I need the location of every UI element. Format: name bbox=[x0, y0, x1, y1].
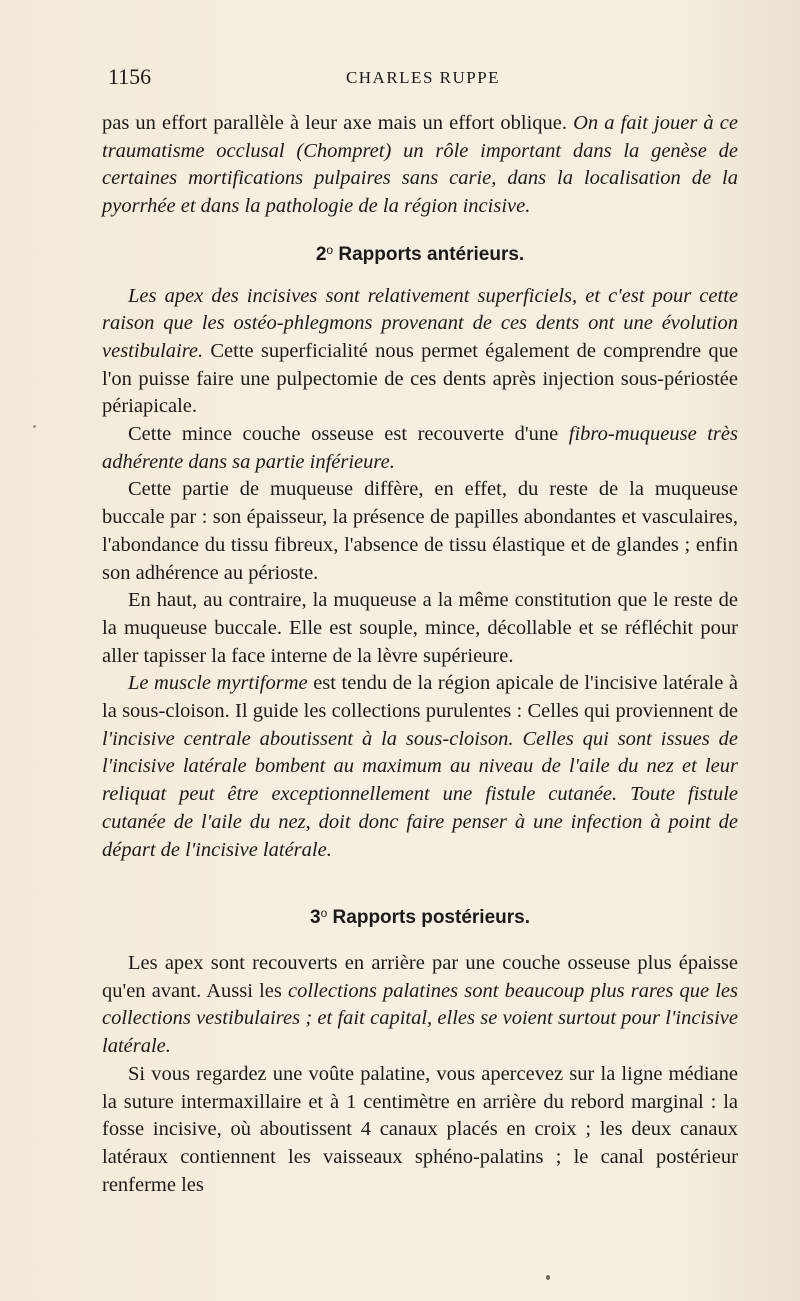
section-number: 3 bbox=[310, 907, 321, 929]
paragraph bbox=[102, 1061, 738, 1200]
paragraph bbox=[102, 950, 738, 1061]
page-header bbox=[108, 64, 738, 94]
posterior-paragraphs bbox=[102, 950, 738, 1199]
italic-text-run: collections palatines sont beaucoup plus rares que les collections vestibulaires ; et fait capital, elles se voient surtout pour l'incisive latérale. bbox=[102, 979, 738, 1058]
italic-text-run: Le muscle myrtiforme bbox=[128, 672, 308, 695]
italic-text-run: On a fait jouer à ce traumatisme occlusal (Chompret) un rôle important dans la genèse de certaines mortifications pulpaires sans carie, dans la localisation de la pyorrhée et dans la pathologie de la région incisive. bbox=[102, 112, 738, 218]
text-run: pas un effort parallèle à leur axe mais un effort oblique. bbox=[102, 112, 574, 134]
text-run: Cette partie de muqueuse diffère, en effet, du reste de la muqueuse buccale par : son épaisseur, la présence de papilles abondantes et vasculaires, l'abondance du tissu fibreux, l'absence de tissu élastique et de glandes ; enfin son adhérence au périoste. bbox=[102, 478, 738, 584]
page-number: 1156 bbox=[108, 64, 152, 89]
italic-text-run: l'incisive centrale aboutissent à la sous-cloison. Celles qui sont issues de l'incisive latérale bombent au maximum au niveau de l'aile du nez et leur reliquat peut être exceptionnellement une fistule cutanée. Toute fistule cutanée de l'aile du nez, doit donc faire penser à une infection à point de départ de l'incisive latérale. bbox=[102, 727, 738, 861]
body-text bbox=[102, 110, 738, 1199]
text-run: Cette superficialité nous permet également de comprendre que l'on puisse faire une pulpectomie de ces dents après injection sous-périostée périapicale. bbox=[102, 339, 738, 418]
section-number: 2 bbox=[315, 243, 327, 265]
text-run: Si vous regardez une voûte palatine, vous apercevez sur la ligne médiane la suture intermaxillaire et à 1 centimètre en arrière du rebord marginal : la fosse incisive, où aboutissent 4 canaux placés en croix ; les deux canaux latéraux contiennent les vaisseaux sphéno-palatins ; le canal postérieur renferme les bbox=[102, 1062, 738, 1196]
section-title: Rapports antérieurs. bbox=[338, 243, 525, 265]
text-run: est tendu de la région apicale de l'incisive latérale à la sous-cloison. Il guide les collections purulentes : Celles qui proviennent de bbox=[102, 672, 738, 723]
paragraph bbox=[102, 283, 738, 422]
text-run: En haut, au contraire, la muqueuse a la même constitution que le reste de la muqueuse buccale. Elle est souple, mince, décollable et se réfléchit pour aller tapisser la face interne de la lèvre supérieure. bbox=[102, 589, 738, 667]
paragraph bbox=[102, 110, 738, 221]
section-heading-anterior bbox=[102, 237, 738, 269]
paragraph bbox=[102, 587, 738, 670]
running-title: CHARLES RUPPE bbox=[345, 68, 501, 87]
opening-paragraphs bbox=[102, 110, 738, 221]
anterior-paragraphs bbox=[102, 283, 738, 865]
section-heading-posterior bbox=[102, 900, 738, 932]
italic-text-run: Les apex des incisives sont relativement superficiels, et c'est pour cette raison que les ostéo-phlegmons provenant de ces dents ont une évolution vestibulaire. bbox=[102, 284, 738, 362]
ink-speck bbox=[546, 1275, 550, 1280]
text-run: Cette mince couche osseuse est recouverte d'une bbox=[128, 423, 569, 446]
italic-text-run: fibro-muqueuse très adhérente dans sa partie inférieure. bbox=[102, 423, 738, 473]
section-title: Rapports postérieurs. bbox=[332, 907, 530, 929]
section-number-superscript: o bbox=[326, 242, 334, 257]
paragraph bbox=[102, 670, 738, 864]
ink-speck bbox=[33, 425, 36, 428]
text-run: Les apex sont recouverts en arrière par une couche osseuse plus épaisse qu'en avant. Aussi les bbox=[102, 951, 738, 1002]
paragraph bbox=[102, 476, 738, 587]
paragraph bbox=[102, 421, 738, 476]
section-number-superscript: o bbox=[320, 906, 328, 921]
